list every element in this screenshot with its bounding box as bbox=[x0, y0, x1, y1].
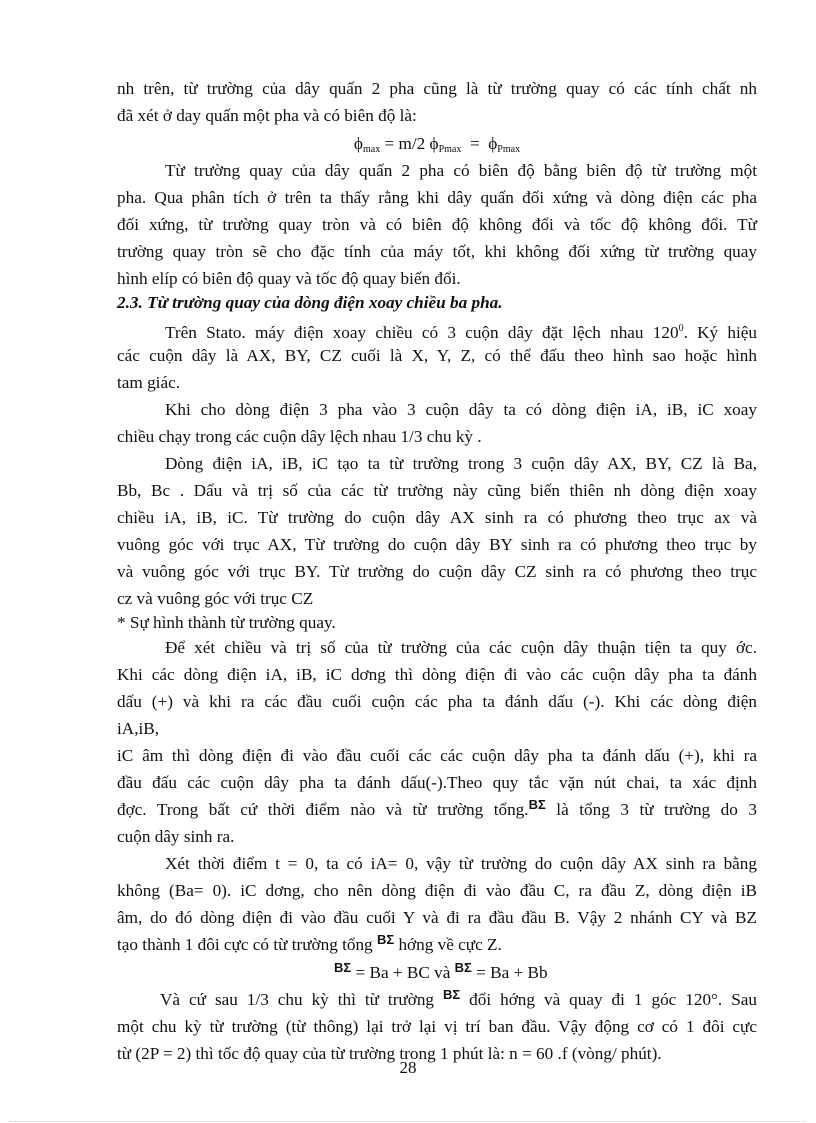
text-line: Từ trường quay của dây quấn 2 pha có biên độ bằng biên độ từ trường một bbox=[165, 161, 757, 180]
text-line: và vuông góc với trục BY. Từ trường do cuộn dây CZ sinh ra có phương theo trục bbox=[117, 562, 757, 581]
b-sigma-symbol: BΣ bbox=[454, 960, 472, 975]
text-line: pha. Qua phân tích ở trên ta thấy rằng khi dây quấn đối xứng và dòng điện các pha bbox=[117, 188, 757, 207]
text-line: từ (2P = 2) thì tốc độ quay của từ trường trong 1 phút là: n = 60 .f (vòng/ phút). bbox=[117, 1044, 662, 1063]
b-sigma-symbol: BΣ bbox=[376, 932, 395, 947]
superscript: 0 bbox=[678, 323, 684, 334]
page-bottom-rule bbox=[10, 1121, 806, 1122]
text-line: nh trên, từ trường của dây quấn 2 pha cũng là từ trường quay có các tính chất nh bbox=[117, 79, 757, 98]
b-sigma-symbol: BΣ bbox=[334, 960, 352, 975]
text-line: dấu (+) và khi ra các đầu cuối cuộn các pha ta đánh dấu (-). Khi các dòng điện bbox=[117, 692, 757, 711]
b-sigma-symbol: BΣ bbox=[528, 797, 546, 812]
text-span: Trên Stato. máy điện xoay chiều có 3 cuộn dây đặt lệch nhau 120 bbox=[165, 323, 679, 342]
text-span: hớng về cực Z. bbox=[394, 935, 502, 954]
text-line: Dòng điện iA, iB, iC tạo ta từ trường trong 3 cuộn dây AX, BY, CZ là Ba, bbox=[165, 454, 757, 473]
text-span: = Ba + Bb bbox=[471, 963, 548, 982]
text-span: là tổng 3 từ trường do 3 bbox=[545, 800, 757, 819]
text-line: cuộn dây sinh ra. bbox=[117, 827, 235, 846]
text-line: tam giác. bbox=[117, 373, 180, 392]
text-line: một chu kỳ từ trường (từ thông) lại trở lại vị trí ban đầu. Vậy động cơ có 1 đôi cực bbox=[117, 1017, 757, 1036]
text-line: đầu đấu các cuộn dây pha ta đánh dấu(-).Theo quy tắc vặn nút chai, ta xác định bbox=[117, 773, 757, 792]
text-span: tạo thành 1 đôi cực có từ trường tổng bbox=[117, 935, 377, 954]
text-line: chiều chạy trong các cuộn dây lệch nhau 1/3 chu kỳ . bbox=[117, 427, 482, 446]
text-line: vuông góc với trục AX, Từ trường do cuộn dây BY sinh ra có phương theo trục by bbox=[117, 535, 757, 554]
section-heading: 2.3. Từ trường quay của dòng điện xoay chiều ba pha. bbox=[117, 293, 503, 312]
text-line: đã xét ở day quấn một pha và có biên độ là: bbox=[117, 106, 417, 125]
formula-phi-max: $\phi_{max} = m/2$ $\phi_{Pmax} = \phi_{Pmax}$ bbox=[353, 134, 521, 155]
text-line: trường quay tròn sẽ cho đặc tính của máy tốt, khi không đối xứng từ trường quay bbox=[117, 242, 757, 261]
text-line: chiều iA, iB, iC. Từ trường do cuộn dây AX sinh ra có phương theo trục ax và bbox=[117, 508, 757, 527]
page-number: 28 bbox=[399, 1058, 417, 1077]
text-line: âm, do đó dòng điện đi vào đầu cuối Y và đi ra đầu đầu B. Vậy 2 nhánh CY và BZ bbox=[117, 908, 757, 927]
text-line: iC âm thì dòng điện đi vào đầu cuối các các cuộn dây pha ta đánh dấu (+), khi ra bbox=[117, 746, 757, 765]
text-line bbox=[165, 318, 757, 344]
text-line: hình elíp có biên độ quay và tốc độ quay biến đổi. bbox=[117, 269, 461, 288]
text-span: Và cứ sau 1/3 chu kỳ thì từ trường bbox=[160, 990, 443, 1009]
text-span: . Ký hiệu bbox=[683, 323, 757, 342]
text-line: Xét thời điểm t = 0, ta có iA= 0, vậy từ trường do cuộn dây AX sinh ra bằng bbox=[165, 854, 757, 873]
text-span: = Ba + BC và bbox=[351, 963, 455, 982]
text-line bbox=[160, 989, 757, 1012]
text-span: đổi hớng và quay đi 1 góc 120°. Sau bbox=[460, 990, 757, 1009]
text-line: Bb, Bc . Dấu và trị số của các từ trường này cũng biến thiên nh dòng điện xoay bbox=[117, 481, 757, 500]
text-line bbox=[117, 934, 502, 957]
text-line: Khi các dòng điện iA, iB, iC dơng thì dòng điện đi vào các cuộn dây pha ta đánh bbox=[117, 665, 757, 684]
text-line: Khi cho dòng điện 3 pha vào 3 cuộn dây ta có dòng điện iA, iB, iC xoay bbox=[165, 400, 757, 419]
text-line bbox=[117, 799, 757, 822]
text-line: iA,iB, bbox=[117, 719, 160, 738]
formula-b-sigma bbox=[334, 962, 548, 985]
text-line: các cuộn dây là AX, BY, CZ cuối là X, Y, Z, có thể đấu theo hình sao hoặc hình bbox=[117, 346, 757, 365]
text-line: không (Ba= 0). iC dơng, cho nên dòng điện đi vào đầu C, ra đầu Z, dòng điện iB bbox=[117, 881, 757, 900]
text-line: * Sự hình thành từ trường quay. bbox=[117, 613, 336, 632]
text-span: đợc. Trong bất cứ thời điểm nào và từ trường tổng. bbox=[117, 800, 529, 819]
text-line: Để xét chiều và trị số của từ trường của các cuộn dây thuận tiện ta quy ớc. bbox=[165, 638, 757, 657]
text-line: đối xứng, từ trường quay tròn và có biên độ không đổi và tốc độ không đổi. Từ bbox=[117, 215, 757, 234]
b-sigma-symbol: BΣ bbox=[443, 987, 461, 1002]
text-line: cz và vuông góc với trục CZ bbox=[117, 589, 314, 608]
